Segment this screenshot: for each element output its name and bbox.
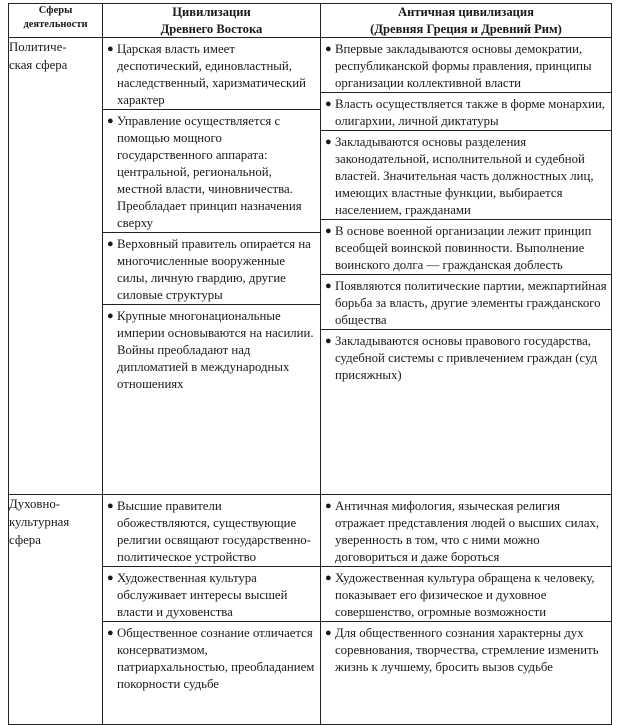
cultural-east-cell [103, 495, 321, 725]
list-item [321, 219, 611, 274]
list-item [103, 495, 320, 566]
bullet-icon: ● [325, 280, 332, 292]
item-text: Для общественного сознания характерны дух соревнования, творчества, стремление изменить жизнь к лучшему, бросить вызов судьбе [335, 626, 599, 674]
list-item [103, 566, 320, 621]
item-text: Закладываются основы разделения законодательной, исполнительной и судебной властей. Значительная часть должностных лиц, имеющих властные функции, выбирается населением, гражданами [335, 135, 594, 217]
sphere-political-line1: Политиче- [9, 40, 67, 54]
sphere-political-line2: ская сфера [9, 58, 68, 72]
item-text: Крупные многонациональные империи основываются на насилии. Войны преобладают над дипломатией в международных отношениях [117, 309, 314, 391]
item-text: Закладываются основы правового государства, судебной системы с привлечением граждан (суд присяжных) [335, 334, 598, 382]
list-item [103, 304, 320, 393]
header-east-line2: Древнего Востока [160, 21, 263, 36]
header-antique-line1: Античная цивилизация [398, 5, 534, 19]
political-antique-list [321, 38, 611, 384]
list-item [103, 232, 320, 304]
cultural-antique-cell [321, 495, 612, 725]
list-item [103, 621, 320, 693]
header-spheres-line2: деятельности [23, 19, 88, 30]
comparison-table [8, 3, 612, 725]
item-text: Власть осуществляется также в форме монархии, олигархии, личной диктатуры [335, 97, 606, 128]
item-text: Появляются политические партии, межпартийная борьба за власть, другие элементы гражданского общества [335, 279, 607, 327]
cultural-row [9, 495, 612, 725]
sphere-political [9, 38, 103, 495]
item-text: Впервые закладываются основы демократии, республиканской формы правления, принципы организации коллективной власти [335, 42, 592, 90]
bullet-icon: ● [107, 627, 114, 639]
list-item [321, 329, 611, 384]
list-item [321, 92, 611, 130]
header-spheres-line1: Сферы [38, 5, 73, 16]
header-east-line1: Цивилизации [172, 5, 251, 19]
bullet-icon: ● [107, 115, 114, 127]
sphere-cultural-line1: Духовно- [9, 497, 60, 511]
list-item [321, 566, 611, 621]
political-east-list [103, 38, 320, 393]
header-antique [321, 4, 612, 38]
bullet-icon: ● [107, 572, 114, 584]
list-item [321, 274, 611, 329]
list-item [321, 621, 611, 676]
list-item [321, 495, 611, 566]
item-text: Верховный правитель опирается на многочисленные вооруженные силы, личную гвардию, другие силовые структуры [117, 237, 311, 302]
item-text: Управление осуществляется с помощью мощного государственного аппарата: центральной, региональной, местной власти, чиновничества. Преобладает принцип назначения сверху [117, 114, 302, 230]
header-row [9, 4, 612, 38]
list-item [321, 130, 611, 219]
bullet-icon: ● [325, 43, 332, 55]
political-east-cell [103, 38, 321, 495]
bullet-icon: ● [107, 310, 114, 322]
bullet-icon: ● [107, 238, 114, 250]
header-antique-line2: (Древняя Греция и Древний Рим) [370, 21, 562, 36]
bullet-icon: ● [325, 500, 332, 512]
cultural-antique-list [321, 495, 611, 676]
list-item [103, 109, 320, 232]
item-text: В основе военной организации лежит принцип всеобщей воинской повинности. Выполнение воинского долга — гражданская доблесть [335, 224, 592, 272]
list-item [103, 38, 320, 109]
cultural-east-list [103, 495, 320, 693]
bullet-icon: ● [325, 98, 332, 110]
bullet-icon: ● [325, 627, 332, 639]
header-spheres [9, 4, 103, 38]
bullet-icon: ● [107, 500, 114, 512]
item-text: Общественное сознание отличается консерватизмом, патриархальностью, преобладанием покорности судьбе [117, 626, 315, 691]
item-text: Художественная культура обращена к человеку, показывает его физическое и духовное совершенство, огромные возможности [335, 571, 595, 619]
item-text: Художественная культура обслуживает интересы высшей власти и духовенства [117, 571, 288, 619]
list-item [321, 38, 611, 92]
sphere-cultural-line3: сфера [9, 533, 41, 547]
political-antique-cell [321, 38, 612, 495]
bullet-icon: ● [325, 335, 332, 347]
item-text: Царская власть имеет деспотический, единовластный, наследственный, харизматический характер [117, 42, 306, 107]
sphere-cultural [9, 495, 103, 725]
political-row [9, 38, 612, 495]
item-text: Античная мифология, языческая религия отражает представления людей о высших силах, уверенность в том, что с ними можно договориться и даже бороться [335, 499, 600, 564]
item-text: Высшие правители обожествляются, существующие религии освящают государственно-политическое устройство [117, 499, 311, 564]
bullet-icon: ● [107, 43, 114, 55]
bullet-icon: ● [325, 136, 332, 148]
sphere-cultural-line2: культурная [9, 515, 70, 529]
bullet-icon: ● [325, 225, 332, 237]
bullet-icon: ● [325, 572, 332, 584]
header-east [103, 4, 321, 38]
